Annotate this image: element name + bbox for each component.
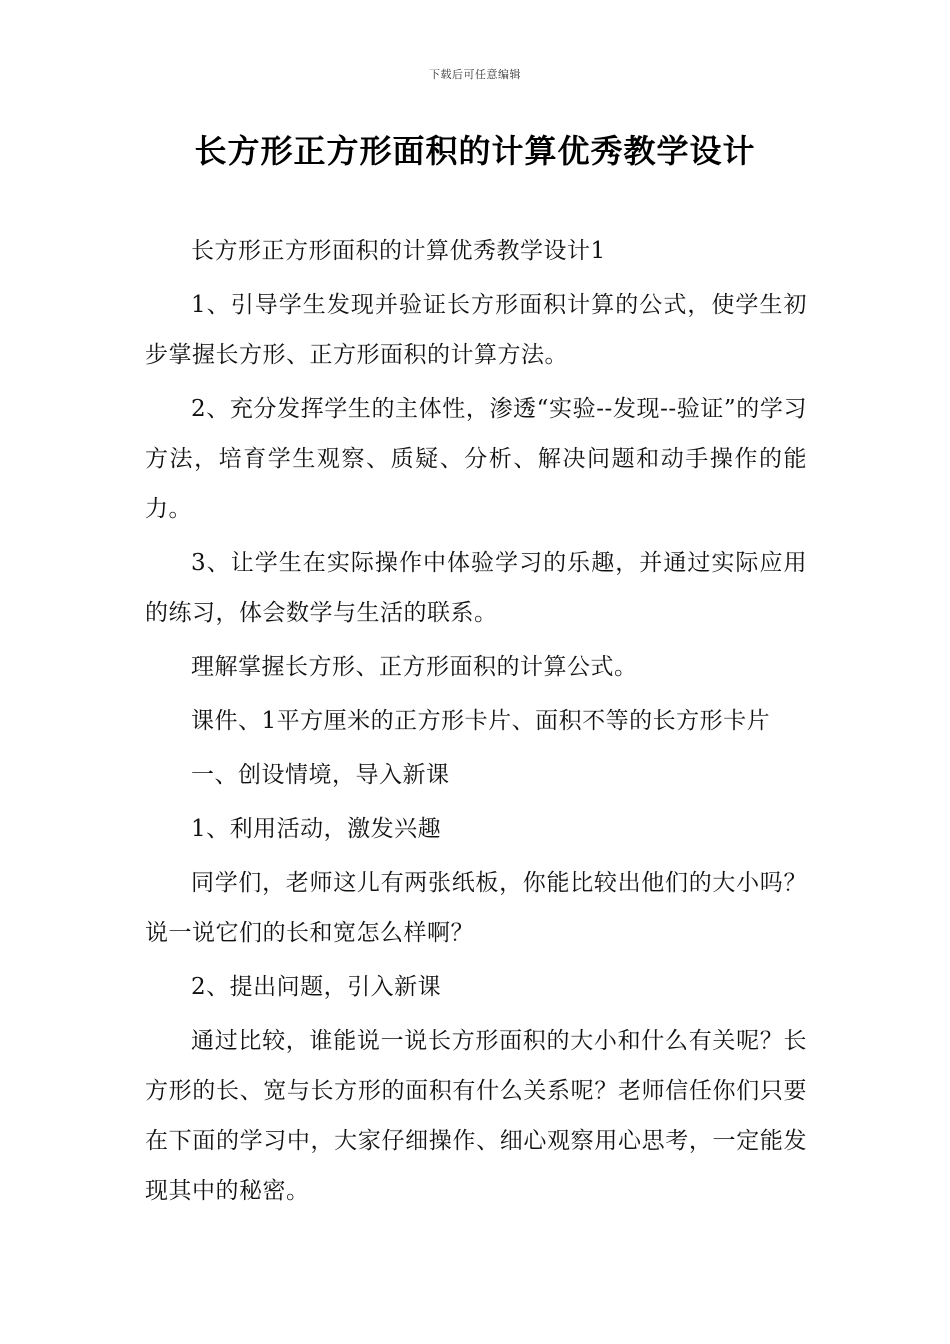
paragraph-materials: 课件、1平方厘米的正方形卡片、面积不等的长方形卡片 xyxy=(191,708,771,734)
header-note: 下载后可任意编辑 xyxy=(429,68,521,81)
paragraph-objective-2: 2、充分发挥学生的主体性，渗透“实验--发现--验证”的学习方法，培育学生观察、质疑、分析、解决问题和动手操作的能力。 xyxy=(145,396,807,522)
paragraph-step-1: 1、利用活动，激发兴趣 xyxy=(191,816,442,842)
document-title: 长方形正方形面积的计算优秀教学设计 xyxy=(194,132,756,170)
paragraph-objective-1: 1、引导学生发现并验证长方形面积计算的公式，使学生初步掌握长方形、正方形面积的计算方法。 xyxy=(145,292,807,368)
paragraph-step-1-text: 同学们，老师这儿有两张纸板，你能比较出他们的大小吗？说一说它们的长和宽怎么样啊？ xyxy=(145,870,807,946)
paragraph-objective-3: 3、让学生在实际操作中体验学习的乐趣，并通过实际应用的练习，体会数学与生活的联系。 xyxy=(145,550,807,626)
paragraph-step-2-text: 通过比较，谁能说一说长方形面积的大小和什么有关呢？长方形的长、宽与长方形的面积有什么关系呢？老师信任你们只要在下面的学习中，大家仔细操作、细心观察用心思考，一定能发现其中的秘密。 xyxy=(145,1028,807,1204)
paragraph-section-heading: 一、创设情境，导入新课 xyxy=(191,762,450,788)
paragraph-subtitle: 长方形正方形面积的计算优秀教学设计1 xyxy=(191,238,606,264)
paragraph-key-point: 理解掌握长方形、正方形面积的计算公式。 xyxy=(191,654,638,680)
paragraph-step-2: 2、提出问题，引入新课 xyxy=(191,974,442,1000)
document-body xyxy=(145,226,807,1220)
